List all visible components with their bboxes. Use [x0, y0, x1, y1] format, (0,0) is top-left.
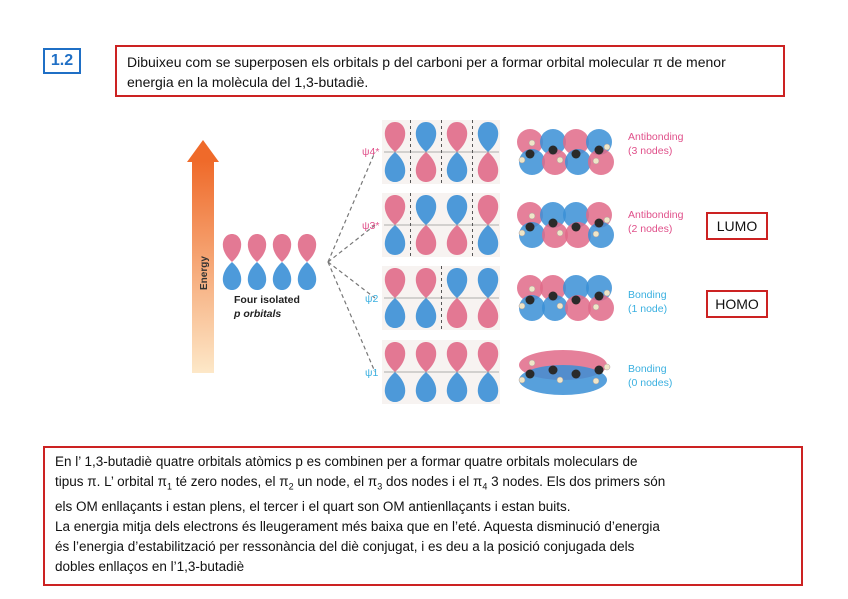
psi1-label: ψ1 [365, 367, 379, 379]
hydrogen-atom [593, 231, 599, 237]
level4-type: Antibonding [628, 131, 684, 143]
psi4-label: ψ4* [362, 146, 380, 158]
isolated-p-orbital-bottom [298, 262, 316, 290]
carbon-atom [595, 146, 604, 155]
isolated-p-orbital-top [223, 234, 241, 262]
hydrogen-atom [604, 290, 610, 296]
isolated-label-line1: Four isolated [234, 294, 300, 306]
dashed-connectors [328, 152, 375, 372]
level4-nodes: (3 nodes) [628, 145, 673, 157]
carbon-atom [549, 219, 558, 228]
isolated-p-orbitals [223, 234, 316, 290]
isolated-p-orbital-bottom [273, 262, 291, 290]
carbon-atom [572, 223, 581, 232]
isolated-p-orbital-top [273, 234, 291, 262]
mo-3d-renderings [517, 129, 614, 395]
answer-line-4: La energia mitja dels electrons és lleugerament més baixa que en l’eté. Aquesta disminució d’energia [55, 518, 660, 534]
carbon-atom [549, 366, 558, 375]
level3-nodes: (2 nodes) [628, 223, 673, 235]
hydrogen-atom [529, 140, 535, 146]
hydrogen-atom [557, 157, 563, 163]
hydrogen-atom [529, 360, 535, 366]
question-box: Dibuixeu com se superposen els orbitals p del carboni per a formar orbital molecular π de menor energia en la molècula del 1,3-butadiè. [115, 45, 785, 97]
carbon-atom [526, 150, 535, 159]
isolated-p-orbital-top [248, 234, 266, 262]
hydrogen-atom [593, 158, 599, 164]
carbon-atom [526, 223, 535, 232]
answer-box [43, 446, 803, 586]
lumo-label: LUMO [706, 212, 768, 240]
level3-type: Antibonding [628, 209, 684, 221]
carbon-atom [549, 292, 558, 301]
hydrogen-atom [593, 304, 599, 310]
hydrogen-atom [593, 378, 599, 384]
carbon-atom [595, 366, 604, 375]
mo-orbital-rows [382, 120, 500, 404]
isolated-p-orbital-top [298, 234, 316, 262]
exercise-number: 1.2 [43, 48, 81, 74]
carbon-atom [595, 219, 604, 228]
carbon-atom [526, 370, 535, 379]
energy-axis-label: Energy [199, 256, 210, 290]
level2-type: Bonding [628, 289, 667, 301]
hydrogen-atom [604, 364, 610, 370]
hydrogen-atom [604, 217, 610, 223]
psi3-label: ψ3* [362, 220, 380, 232]
carbon-atom [572, 370, 581, 379]
carbon-atom [595, 292, 604, 301]
hydrogen-atom [604, 144, 610, 150]
hydrogen-atom [529, 213, 535, 219]
answer-line-6: dobles enllaços en l’1,3-butadiè [55, 558, 245, 574]
level2-nodes: (1 node) [628, 303, 668, 315]
isolated-p-orbital-bottom [223, 262, 241, 290]
hydrogen-atom [557, 230, 563, 236]
isolated-p-orbital-bottom [248, 262, 266, 290]
hydrogen-atom [519, 377, 525, 383]
level1-type: Bonding [628, 363, 667, 375]
answer-line-2: tipus π. L’ orbital $\pi_1$ té zero nodes, el $\pi_2$ un node, el $\pi_3$ dos nodes i el $\pi_4$ 3 nodes. Els dos primers són [55, 474, 666, 492]
hydrogen-atom [519, 230, 525, 236]
carbon-atom [526, 296, 535, 305]
psi2-label: ψ2 [365, 293, 379, 305]
level1-nodes: (0 nodes) [628, 377, 673, 389]
answer-line-1: En l’ 1,3-butadiè quatre orbitals atòmics p es combinen per a formar quatre orbitals moleculars de [55, 454, 638, 469]
hydrogen-atom [519, 303, 525, 309]
answer-line-3: els OM enllaçants i estan plens, el tercer i el quart son OM antienllaçants i estan buits. [55, 498, 571, 514]
hydrogen-atom [529, 286, 535, 292]
homo-label: HOMO [706, 290, 768, 318]
carbon-atom [572, 150, 581, 159]
carbon-atom [549, 146, 558, 155]
hydrogen-atom [519, 157, 525, 163]
hydrogen-atom [557, 303, 563, 309]
answer-line-5: és l’energia d’estabilització per ressonància del diè conjugat, i es deu a la posició conjugada dels [55, 538, 635, 554]
carbon-atom [572, 296, 581, 305]
isolated-label-line2: p orbitals [234, 308, 282, 320]
hydrogen-atom [557, 377, 563, 383]
